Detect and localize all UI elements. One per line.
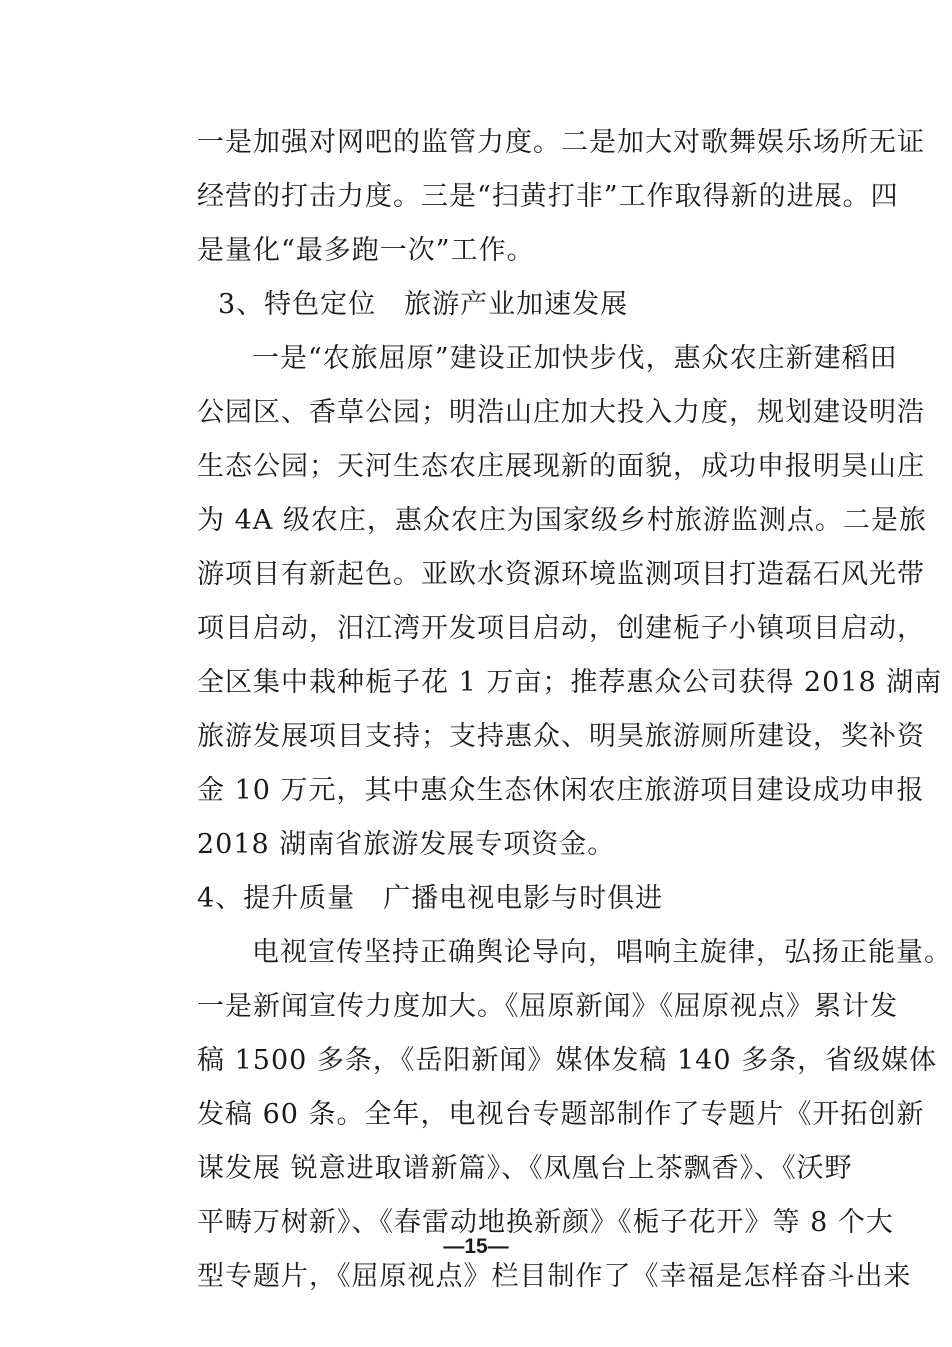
text-line: 平畴万树新》、《春雷动地换新颜》《栀子花开》等 8 个大 [197, 1207, 894, 1238]
text-line: 经营的打击力度。三是“扫黄打非”工作取得新的进展。四 [197, 181, 899, 212]
text-line: 游项目有新起色。亚欧水资源环境监测项目打造磊石风光带 [197, 559, 925, 590]
text-line: 型专题片，《屈原视点》栏目制作了《幸福是怎样奋斗出来 [197, 1261, 912, 1292]
text-line: 一是加强对网吧的监管力度。二是加大对歌舞娱乐场所无证 [197, 127, 925, 158]
text-line: 谋发展 锐意进取谱新篇》、《凤凰台上茶飘香》、《沃野 [197, 1153, 853, 1184]
text-line: 稿 1500 多条，《岳阳新闻》媒体发稿 140 多条，省级媒体 [197, 1045, 938, 1076]
page-number: —15— [443, 1235, 509, 1258]
text-line: 金 10 万元，其中惠众生态休闲农庄旅游项目建设成功申报 [197, 775, 925, 806]
text-line: 公园区、香草公园；明浩山庄加大投入力度，规划建设明浩 [197, 397, 925, 428]
text-line: 是量化“最多跑一次”工作。 [197, 235, 535, 266]
text-line: 为 4A 级农庄，惠众农庄为国家级乡村旅游监测点。二是旅 [197, 505, 927, 536]
text-line: 发稿 60 条。全年，电视台专题部制作了专题片《开拓创新 [197, 1099, 925, 1130]
text-line: 2018 湖南省旅游发展专项资金。 [197, 829, 616, 860]
text-line: 生态公园；天河生态农庄展现新的面貌，成功申报明昊山庄 [197, 451, 925, 482]
text-line: 一是新闻宣传力度加大。《屈原新闻》《屈原视点》累计发 [197, 991, 898, 1022]
text-line: 全区集中栽种栀子花 1 万亩；推荐惠众公司获得 2018 湖南 [197, 667, 943, 698]
text-line: 一是“农旅屈原”建设正加快步伐，惠众农庄新建稻田 [252, 343, 898, 374]
text-line: 电视宣传坚持正确舆论导向，唱响主旋律，弘扬正能量。 [252, 937, 952, 968]
section-heading: 4、提升质量 广播电视电影与时俱进 [197, 883, 664, 914]
text-line: 项目启动，汨江湾开发项目启动，创建栀子小镇项目启动， [197, 613, 925, 644]
section-heading: 3、特色定位 旅游产业加速发展 [218, 289, 629, 320]
text-line: 旅游发展项目支持；支持惠众、明昊旅游厕所建设，奖补资 [197, 721, 925, 752]
